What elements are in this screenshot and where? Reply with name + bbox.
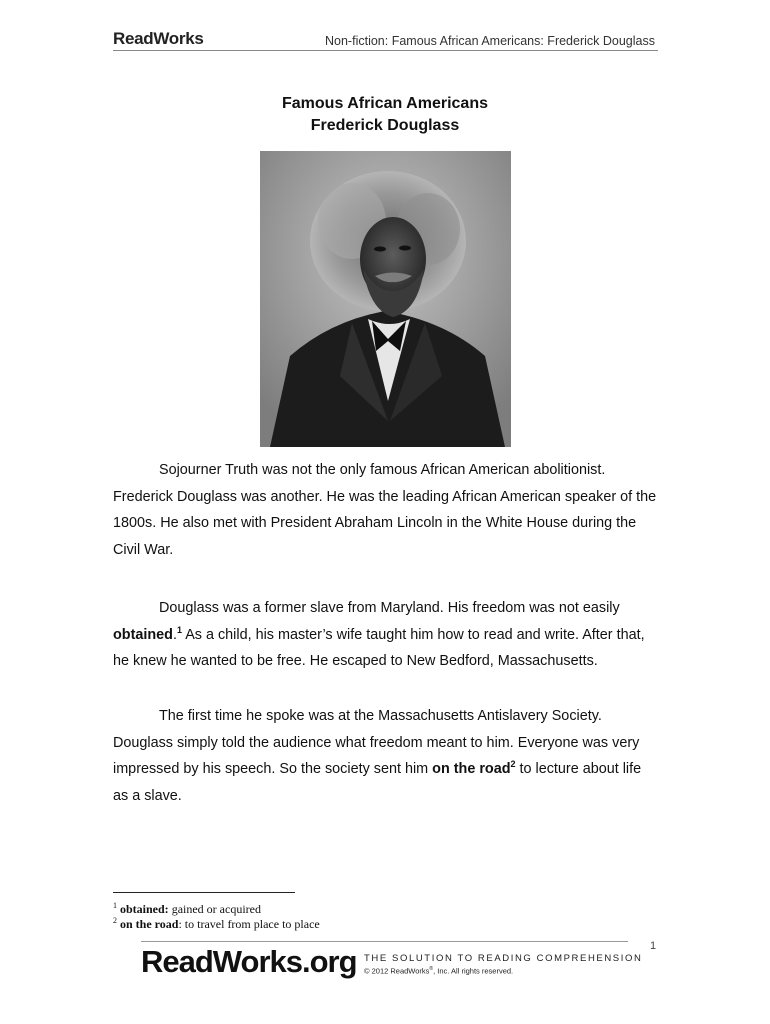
footnote-number: 1 [113,901,117,910]
portrait-photo [260,151,511,447]
footnote-number: 2 [113,916,117,925]
footnote-definition: : to travel from place to place [178,917,320,931]
vocab-term-obtained: obtained [113,626,173,643]
footnote-rule [113,892,295,893]
copyright-text: © 2012 ReadWorks [364,966,430,976]
paragraph-3 [113,703,658,809]
footnote-definition: gained or acquired [168,902,261,916]
header-breadcrumb: Non-fiction: Famous African Americans: Frederick Douglass [325,34,655,48]
header-rule [113,50,658,51]
paragraph-2-text-start: Douglass was a former slave from Maryland. His freedom was not easily [159,600,620,616]
footer-rule [141,941,628,942]
paragraph-3-text-start: The first time he spoke was at the Massachusetts Antislavery Society. Douglass simply told the audience what freedom meant to him. Everyone was very impressed by his speech. So the society sent him [113,708,640,777]
footnote-2 [113,916,320,932]
footer-logo: ReadWorks.org [141,944,357,979]
paragraph-3-text-end: to lecture about life as a slave. [113,761,642,804]
header-logo: ReadWorks [113,29,204,48]
paragraph-1 [113,457,658,563]
paragraph-2-text-end: As a child, his master’s wife taught him how to read and write. After that, he knew he wanted to be free. He escaped to New Bedford, Massachusetts. [113,626,645,669]
vocab-term-on-the-road: on the road [432,761,511,777]
page-subtitle: Frederick Douglass [310,117,460,134]
portrait-icon [260,151,511,447]
footnote-1 [113,901,261,917]
registered-mark: ® [429,966,434,972]
footnote-ref-2: 2 [510,759,516,770]
paragraph-2 [113,595,658,675]
page-number: 1 [650,940,657,952]
footnote-ref-1: 1 [176,624,182,635]
paragraph-1-text: Sojourner Truth was not the only famous African American abolitionist. Frederick Douglass was another. He was the leading African American speaker of the 1800s. He also met with President Abraham Lincoln in the White House during the Civil War. [113,462,657,558]
footnote-term: obtained: [120,902,169,916]
copyright-rest: , Inc. All rights reserved. [433,966,514,976]
footer-tagline: THE SOLUTION TO READING COMPREHENSION [364,953,643,964]
footnote-term: on the road [120,917,179,931]
page-title: Famous African Americans [282,95,488,112]
paragraph-2-period: . [172,626,177,643]
footer-copyright [364,966,513,976]
